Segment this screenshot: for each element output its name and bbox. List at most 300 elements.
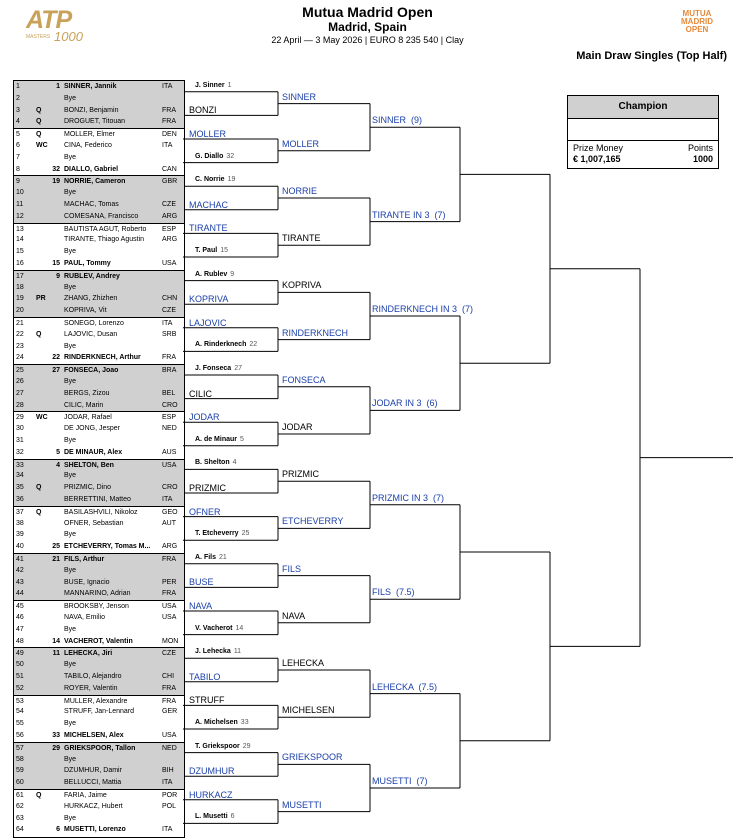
entry-number: 4 — [16, 118, 20, 126]
champion-box — [567, 95, 719, 169]
round1-winner-seed: 15 — [220, 247, 228, 254]
prize-money-value: € 1,007,165 — [573, 154, 621, 164]
round1-winner — [195, 813, 235, 820]
round1-winner-name: A. Fils — [195, 553, 217, 561]
entry-row — [14, 518, 184, 530]
player-name: MICHELSEN, Alex — [64, 732, 124, 739]
round2-winner: MICHELSEN — [282, 705, 335, 716]
entry-row — [14, 529, 184, 541]
player-name: FONSECA, Joao — [64, 367, 119, 375]
player-name: OFNER, Sebastian — [64, 519, 124, 527]
round1-winner — [189, 318, 227, 328]
entry-number: 36 — [16, 496, 24, 503]
entry-number: 32 — [16, 448, 24, 456]
round1-winner-name: MOLLER — [189, 129, 227, 139]
entry-row — [14, 647, 184, 659]
player-nationality: ITA — [162, 320, 173, 327]
entry-number: 7 — [16, 153, 20, 161]
entry-row — [14, 223, 184, 235]
player-nationality: USA — [162, 614, 177, 621]
round1-winner — [195, 341, 257, 348]
entry-number: 3 — [16, 106, 20, 114]
entry-row — [14, 293, 184, 305]
round2-winner: FONSECA — [282, 374, 326, 385]
round1-winner-name: BUSE — [189, 577, 214, 588]
round1-winner — [195, 365, 242, 372]
entry-seed: 1 — [56, 83, 60, 90]
round1-winner-name: A. de Minaur — [195, 435, 238, 443]
player-nationality: CZE — [162, 201, 176, 208]
player-name: HURKACZ, Hubert — [64, 802, 123, 810]
player-name: BROOKSBY, Jenson — [64, 603, 129, 611]
player-nationality: SRB — [162, 330, 177, 338]
entry-row — [14, 116, 184, 128]
entry-row — [14, 706, 184, 718]
entry-seed: 4 — [56, 461, 60, 469]
player-nationality: NED — [162, 425, 177, 433]
entry-row — [14, 824, 184, 836]
round1-winner-seed: 9 — [230, 270, 235, 278]
entry-row — [14, 600, 184, 612]
round1-winner-seed: 6 — [230, 813, 235, 821]
entry-number: 34 — [16, 472, 24, 480]
entry-seed: 14 — [52, 637, 60, 645]
player-name: GRIEKSPOOR, Tallon — [64, 744, 136, 752]
player-name: RINDERKNECH, Arthur — [64, 354, 141, 362]
player-name: Bye — [64, 342, 77, 350]
player-nationality: ARG — [162, 236, 178, 244]
round1-winner — [195, 719, 249, 726]
round1-winner-name: A. Michelsen — [195, 719, 238, 726]
entry-seed: 22 — [52, 354, 60, 362]
player-name: JODAR, Rafael — [64, 414, 112, 422]
player-nationality: BRA — [162, 367, 177, 375]
player-name: MULLER, Alexandre — [64, 697, 128, 705]
player-nationality: ESP — [162, 225, 177, 233]
entry-seed: 21 — [52, 556, 60, 563]
round1-winner — [195, 554, 227, 561]
player-name: COMESANA, Francisco — [64, 212, 139, 220]
entry-row — [14, 695, 184, 707]
entry-row — [14, 789, 184, 801]
entry-row — [14, 199, 184, 211]
round1-winner-name: PRIZMIC — [189, 483, 226, 493]
entry-number: 49 — [16, 650, 24, 658]
player-nationality: CRO — [162, 484, 178, 492]
round1-winner-seed: 19 — [227, 176, 236, 184]
player-name: MUSETTI, Lorenzo — [64, 826, 126, 834]
entry-seed: 25 — [52, 543, 60, 551]
entry-number: 25 — [16, 367, 24, 375]
player-nationality: FRA — [162, 590, 176, 598]
round1-winner-name: MACHAC — [189, 199, 229, 210]
player-nationality: FRA — [162, 106, 176, 114]
player-nationality: USA — [162, 732, 177, 739]
entry-row — [14, 659, 184, 671]
player-name: Bye — [64, 248, 77, 256]
entry-type: WC — [36, 142, 48, 149]
round1-winner — [195, 82, 231, 89]
round1-winner-name: J. Fonseca — [195, 365, 232, 372]
entry-type: Q — [36, 106, 42, 114]
entry-number: 1 — [16, 83, 20, 90]
entry-type: Q — [36, 131, 42, 139]
player-nationality: USA — [162, 260, 177, 267]
entry-row — [14, 258, 184, 270]
entry-type: PR — [36, 295, 46, 303]
entry-row — [14, 494, 184, 506]
round1-winner-name: LAJOVIC — [189, 317, 227, 328]
entry-number: 6 — [16, 142, 20, 149]
player-nationality: PER — [162, 578, 177, 586]
entry-number: 59 — [16, 767, 24, 775]
round1-winner-name: BONZI — [189, 105, 217, 116]
round2-winner: PRIZMIC — [282, 469, 319, 480]
round2-winner: TIRANTE — [282, 233, 321, 244]
player-nationality: FRA — [162, 118, 176, 126]
player-name: DROGUET, Titouan — [64, 118, 126, 126]
entry-number: 13 — [16, 225, 24, 233]
round1-winner — [189, 223, 228, 233]
player-name: Bye — [64, 661, 77, 669]
entry-number: 62 — [16, 802, 24, 810]
entry-number: 52 — [16, 684, 24, 692]
entry-number: 60 — [16, 779, 24, 787]
entry-row — [14, 813, 184, 825]
player-name: TIRANTE, Thiago Agustin — [64, 236, 145, 244]
points-label: Points — [687, 143, 713, 153]
round1-winner-name: V. Vacherot — [195, 624, 233, 632]
tournament-location: Madrid, Spain — [328, 20, 407, 34]
entry-number: 47 — [16, 625, 24, 633]
player-name: BASILASHVILI, Nikoloz — [64, 508, 138, 516]
entry-row — [14, 364, 184, 376]
player-nationality: FRA — [162, 697, 176, 705]
player-name: Bye — [64, 94, 77, 102]
player-name: ROYER, Valentin — [64, 684, 118, 692]
round1-winner-name: A. Rinderknech — [195, 341, 247, 349]
round1-winner-seed: 29 — [242, 742, 251, 750]
round1-winner-name: T. Etcheverry — [195, 530, 239, 538]
round1-winner — [195, 247, 228, 254]
entry-type: WC — [36, 414, 48, 422]
entry-seed: 6 — [56, 826, 60, 834]
entry-number: 18 — [16, 283, 24, 291]
entry-type: Q — [36, 118, 42, 126]
round1-winner — [189, 695, 225, 705]
player-nationality: AUS — [162, 448, 177, 456]
player-nationality: ARG — [162, 212, 178, 220]
round1-winner-seed: 25 — [241, 530, 250, 538]
entry-number: 57 — [16, 744, 24, 752]
entry-seed: 11 — [52, 650, 60, 658]
entry-number: 58 — [16, 755, 24, 763]
player-name: RUBLEV, Andrey — [64, 272, 120, 280]
entry-row — [14, 447, 184, 459]
entry-number: 17 — [16, 272, 24, 280]
entry-number: 2 — [16, 94, 20, 102]
round2-winner: RINDERKNECH — [282, 327, 349, 338]
player-name: Bye — [64, 283, 77, 291]
player-nationality: USA — [162, 603, 177, 611]
entry-row — [14, 577, 184, 589]
entry-number: 40 — [16, 543, 24, 551]
entry-number: 27 — [16, 389, 24, 397]
entry-row — [14, 282, 184, 294]
round1-winner-seed: 11 — [233, 648, 242, 656]
player-nationality: POR — [162, 792, 178, 799]
round1-winner-name: HURKACZ — [189, 789, 233, 800]
round1-winner — [189, 766, 235, 776]
player-name: Bye — [64, 720, 77, 728]
player-nationality: POL — [162, 802, 177, 810]
entry-row — [14, 211, 184, 223]
entry-row — [14, 93, 184, 105]
round2-winner: LEHECKA — [282, 658, 325, 668]
entry-row — [14, 164, 184, 176]
entry-number: 23 — [16, 342, 24, 350]
entry-row — [14, 742, 184, 754]
entry-seed: 9 — [56, 272, 60, 280]
round1-winner — [189, 601, 212, 611]
entry-number: 61 — [16, 792, 24, 799]
prize-money-label: Prize Money — [573, 143, 624, 153]
entry-type: Q — [36, 508, 42, 516]
entry-row — [14, 683, 184, 695]
round1-winner-name: JODAR — [189, 412, 220, 423]
player-name: DZUMHUR, Damir — [64, 767, 122, 775]
entry-row — [14, 376, 184, 388]
entry-row — [14, 541, 184, 553]
round1-winner-name: G. Diallo — [195, 152, 224, 160]
player-nationality: ITA — [162, 496, 173, 503]
player-name: BERGS, Zizou — [64, 389, 110, 397]
player-name: FILS, Arthur — [64, 556, 105, 563]
champion-name-line — [568, 140, 718, 141]
player-nationality: MON — [162, 637, 179, 645]
entry-seed: 29 — [52, 744, 60, 752]
player-nationality: BIH — [162, 767, 174, 775]
entry-seed: 33 — [52, 732, 60, 739]
entry-number: 24 — [16, 354, 24, 362]
player-nationality: CRO — [162, 401, 178, 409]
round1-winner-name: J. Sinner — [195, 81, 225, 89]
entry-seed: 27 — [52, 367, 60, 375]
player-name: KOPRIVA, Vit — [64, 307, 107, 315]
round1-winner-seed: 14 — [235, 624, 244, 632]
player-nationality: CAN — [162, 165, 177, 173]
entry-row — [14, 482, 184, 494]
round1-winner — [189, 483, 226, 493]
entry-number: 14 — [16, 236, 24, 244]
player-nationality: CZE — [162, 307, 176, 315]
entry-row — [14, 435, 184, 447]
entry-number: 53 — [16, 697, 24, 705]
entry-row — [14, 765, 184, 777]
entry-row — [14, 459, 184, 471]
round1-winner-name: CILIC — [189, 388, 213, 399]
madrid-logo-line1: MUTUA — [682, 9, 712, 18]
player-name: PAUL, Tommy — [64, 260, 111, 267]
entry-row — [14, 105, 184, 117]
player-name: TABILO, Alejandro — [64, 673, 122, 680]
round1-winner — [195, 153, 234, 160]
player-nationality: BEL — [162, 389, 176, 397]
round2-winner: FILS — [282, 563, 302, 574]
entry-row — [14, 470, 184, 482]
entry-number: 42 — [16, 566, 24, 574]
entry-row — [14, 612, 184, 624]
entry-row — [14, 175, 184, 187]
round1-winner-seed: 33 — [240, 719, 249, 726]
entry-row — [14, 553, 184, 565]
round1-winner-seed: 22 — [249, 341, 258, 349]
player-nationality: DEN — [162, 131, 177, 139]
player-name: NAVA, Emilio — [64, 614, 105, 621]
entry-row — [14, 187, 184, 199]
round1-winner-name: NAVA — [189, 601, 213, 611]
entry-row — [14, 671, 184, 683]
entry-row — [14, 81, 184, 93]
round1-winner-name: T. Paul — [195, 247, 218, 254]
round2-winner: GRIEKSPOOR — [282, 752, 343, 763]
atp-logo-masters: MASTERS — [26, 34, 51, 40]
round2-winner: ETCHEVERRY — [282, 516, 344, 527]
player-name: LEHECKA, Jiri — [64, 650, 113, 658]
player-name: Bye — [64, 566, 77, 574]
round1-winner-name: TABILO — [189, 671, 221, 682]
round1-winner-seed: 21 — [219, 553, 227, 561]
round1-winner-name: C. Norrie — [195, 176, 225, 184]
round1-winner-name: L. Musetti — [195, 813, 228, 821]
player-name: CILIC, Marin — [64, 401, 104, 409]
round1-winner — [195, 743, 251, 750]
round1-winner — [195, 271, 234, 278]
player-nationality: ITA — [162, 826, 173, 834]
player-name: STRUFF, Jan-Lennard — [64, 708, 135, 716]
points-value: 1000 — [692, 154, 713, 164]
entry-number: 16 — [16, 260, 24, 267]
player-name: Bye — [64, 625, 77, 633]
player-nationality: ITA — [162, 779, 173, 787]
player-name: MOLLER, Elmer — [64, 131, 115, 139]
player-nationality: FRA — [162, 556, 176, 563]
entry-row — [14, 305, 184, 317]
champion-heading: Champion — [568, 96, 718, 119]
draw-entries-table — [13, 80, 185, 838]
player-nationality: CHN — [162, 295, 178, 303]
round3-winner: TIRANTE IN 3 (7) — [372, 209, 446, 220]
entry-number: 44 — [16, 590, 24, 598]
entry-number: 50 — [16, 661, 24, 669]
round1-winner-seed: 4 — [232, 459, 237, 467]
round1-winner — [195, 436, 244, 443]
round1-winner-seed: 27 — [234, 365, 242, 372]
round1-winner-name: T. Griekspoor — [195, 742, 240, 750]
round3-winner: PRIZMIC IN 3 (7) — [372, 492, 445, 503]
entry-number: 30 — [16, 425, 24, 433]
player-name: SHELTON, Ben — [64, 461, 114, 469]
draw-title: Main Draw Singles (Top Half) — [576, 50, 727, 62]
entry-number: 45 — [16, 603, 24, 611]
entry-type: Q — [36, 330, 42, 338]
entry-number: 22 — [16, 330, 24, 338]
entry-number: 64 — [16, 826, 24, 834]
entry-row — [14, 423, 184, 435]
player-name: ZHANG, Zhizhen — [64, 295, 118, 303]
player-name: Bye — [64, 189, 77, 197]
round2-winner: NAVA — [282, 610, 306, 621]
round2-winner: KOPRIVA — [282, 280, 322, 291]
entry-row — [14, 730, 184, 742]
player-name: Bye — [64, 437, 77, 444]
round1-winner-name: OFNER — [189, 506, 221, 517]
round1-winner-name: STRUFF — [189, 695, 225, 706]
round1-winner — [189, 389, 212, 399]
entry-row — [14, 624, 184, 636]
player-nationality: USA — [162, 461, 177, 469]
player-nationality: NED — [162, 744, 177, 752]
entry-number: 43 — [16, 578, 24, 586]
round3-winner: SINNER (9) — [372, 115, 423, 126]
round2-winner: MUSETTI — [282, 799, 322, 810]
round3-winner: JODAR IN 3 (6) — [372, 398, 438, 409]
round3-winner: FILS (7.5) — [372, 587, 415, 598]
entry-row — [14, 329, 184, 341]
entry-number: 28 — [16, 401, 24, 409]
entry-row — [14, 411, 184, 423]
entry-number: 39 — [16, 531, 24, 539]
entry-row — [14, 128, 184, 140]
entry-type: Q — [36, 792, 42, 799]
entry-seed: 15 — [52, 260, 60, 267]
round2-winner: JODAR — [282, 422, 313, 432]
entry-seed: 5 — [56, 448, 60, 456]
entry-number: 37 — [16, 508, 24, 516]
round1-winner — [195, 625, 243, 632]
entry-row — [14, 636, 184, 648]
round1-winner — [189, 105, 217, 115]
entry-row — [14, 718, 184, 730]
player-name: BERRETTINI, Matteo — [64, 496, 131, 503]
player-name: Bye — [64, 153, 77, 161]
entry-row — [14, 270, 184, 282]
entry-number: 19 — [16, 295, 24, 303]
round1-winner-seed: 32 — [226, 152, 235, 160]
player-name: Bye — [64, 472, 77, 480]
round2-winner: NORRIE — [282, 186, 318, 196]
entry-row — [14, 140, 184, 152]
player-name: SONEGO, Lorenzo — [64, 320, 124, 327]
player-name: BELLUCCI, Mattia — [64, 779, 122, 787]
entry-number: 8 — [16, 165, 20, 173]
entry-row — [14, 234, 184, 246]
round1-winner-seed: 1 — [227, 81, 232, 89]
round3-winner: LEHECKA (7.5) — [372, 681, 438, 692]
player-name: LAJOVIC, Dusan — [64, 330, 118, 338]
entry-type: Q — [36, 484, 42, 492]
madrid-logo-line2: MADRID — [681, 17, 713, 26]
player-nationality: GBR — [162, 178, 178, 186]
player-nationality: CHI — [162, 673, 175, 680]
player-name: FARIA, Jaime — [64, 792, 107, 799]
entry-number: 10 — [16, 189, 24, 197]
player-name: Bye — [64, 814, 77, 822]
madrid-logo-line3: OPEN — [685, 25, 709, 34]
entry-number: 9 — [16, 178, 20, 186]
entry-row — [14, 246, 184, 258]
player-name: ETCHEVERRY, Tomas M... — [64, 543, 151, 551]
